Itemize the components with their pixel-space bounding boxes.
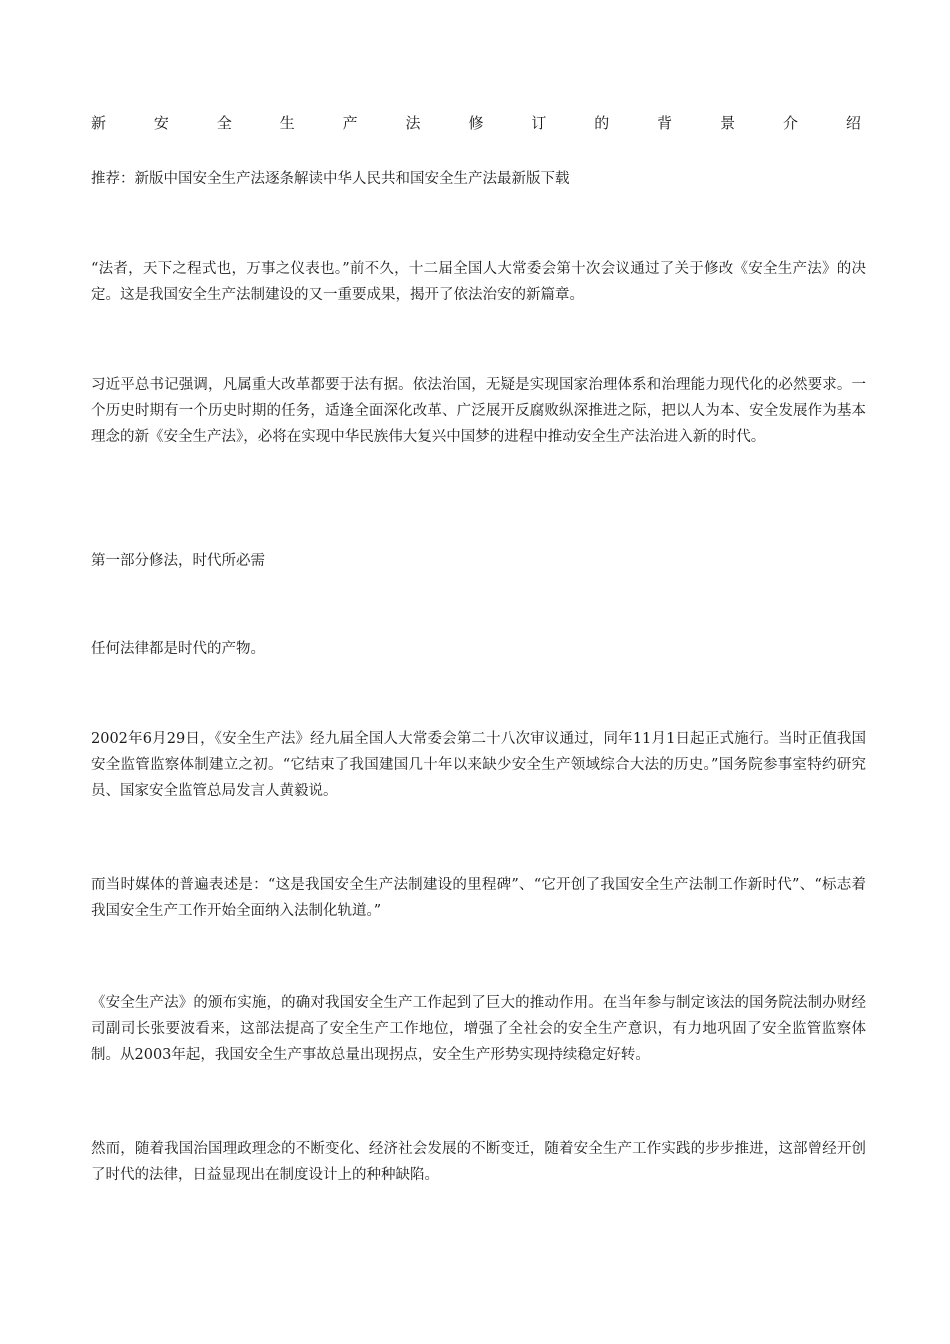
title-char: 生 — [279, 114, 295, 132]
title-char: 绍 — [845, 114, 861, 132]
body-paragraph: 习近平总书记强调，凡属重大改革都要于法有据。依法治国，无疑是实现国家治理体系和治理能力现代化的必然要求。一个历史时期有一个历史时期的任务，适逢全面深化改革、广泛展开反腐败纵深推进之际，把以人为本、安全发展作为基本理念的新《安全生产法》，必将在实现中华民族伟大复兴中国梦的进程中推动安全生产法治进入新的时代。 — [91, 377, 866, 445]
title-char: 法 — [405, 114, 421, 132]
body-paragraph: 而当时媒体的普遍表述是：“这是我国安全生产法制建设的里程碑”、“它开创了我国安全生产法制工作新时代”、“标志着我国安全生产工作开始全面纳入法制化轨道。” — [91, 877, 866, 919]
document-title — [91, 112, 861, 134]
section-heading: 第一部分修法，时代所必需 — [91, 553, 265, 569]
body-paragraph: 2002年6月29日，《安全生产法》经九届全国人大常委会第二十八次审议通过，同年11月1日起正式施行。当时正值我国安全监管监察体制建立之初。“它结束了我国建国几十年以来缺少安全生产领域综合大法的历史。”国务院参事室特约研究员、国家安全监管总局发言人黄毅说。 — [91, 731, 866, 799]
title-char: 景 — [720, 114, 736, 132]
title-char: 新 — [91, 114, 107, 132]
body-paragraph: 然而，随着我国治国理政理念的不断变化、经济社会发展的不断变迁，随着安全生产工作实践的步步推进，这部曾经开创了时代的法律，日益显现出在制度设计上的种种缺陷。 — [91, 1141, 866, 1183]
title-char: 的 — [594, 114, 610, 132]
title-char: 背 — [657, 114, 673, 132]
title-char: 全 — [216, 114, 232, 132]
title-char: 产 — [342, 114, 358, 132]
title-char: 修 — [468, 114, 484, 132]
recommendation-line: 推荐：新版中国安全生产法逐条解读中华人民共和国安全生产法最新版下载 — [91, 171, 570, 187]
title-char: 介 — [782, 114, 798, 132]
body-paragraph: 《安全生产法》的颁布实施，的确对我国安全生产工作起到了巨大的推动作用。在当年参与制定该法的国务院法制办财经司副司长张要波看来，这部法提高了安全生产工作地位，增强了全社会的安全生产意识，有力地巩固了安全监管监察体制。从2003年起，我国安全生产事故总量出现拐点，安全生产形势实现持续稳定好转。 — [91, 995, 866, 1063]
title-char: 安 — [153, 114, 169, 132]
body-paragraph: “法者，天下之程式也，万事之仪表也。”前不久，十二届全国人大常委会第十次会议通过了关于修改《安全生产法》的决定。这是我国安全生产法制建设的又一重要成果，揭开了依法治安的新篇章。 — [91, 261, 866, 303]
title-char: 订 — [531, 114, 547, 132]
body-paragraph: 任何法律都是时代的产物。 — [91, 641, 265, 657]
